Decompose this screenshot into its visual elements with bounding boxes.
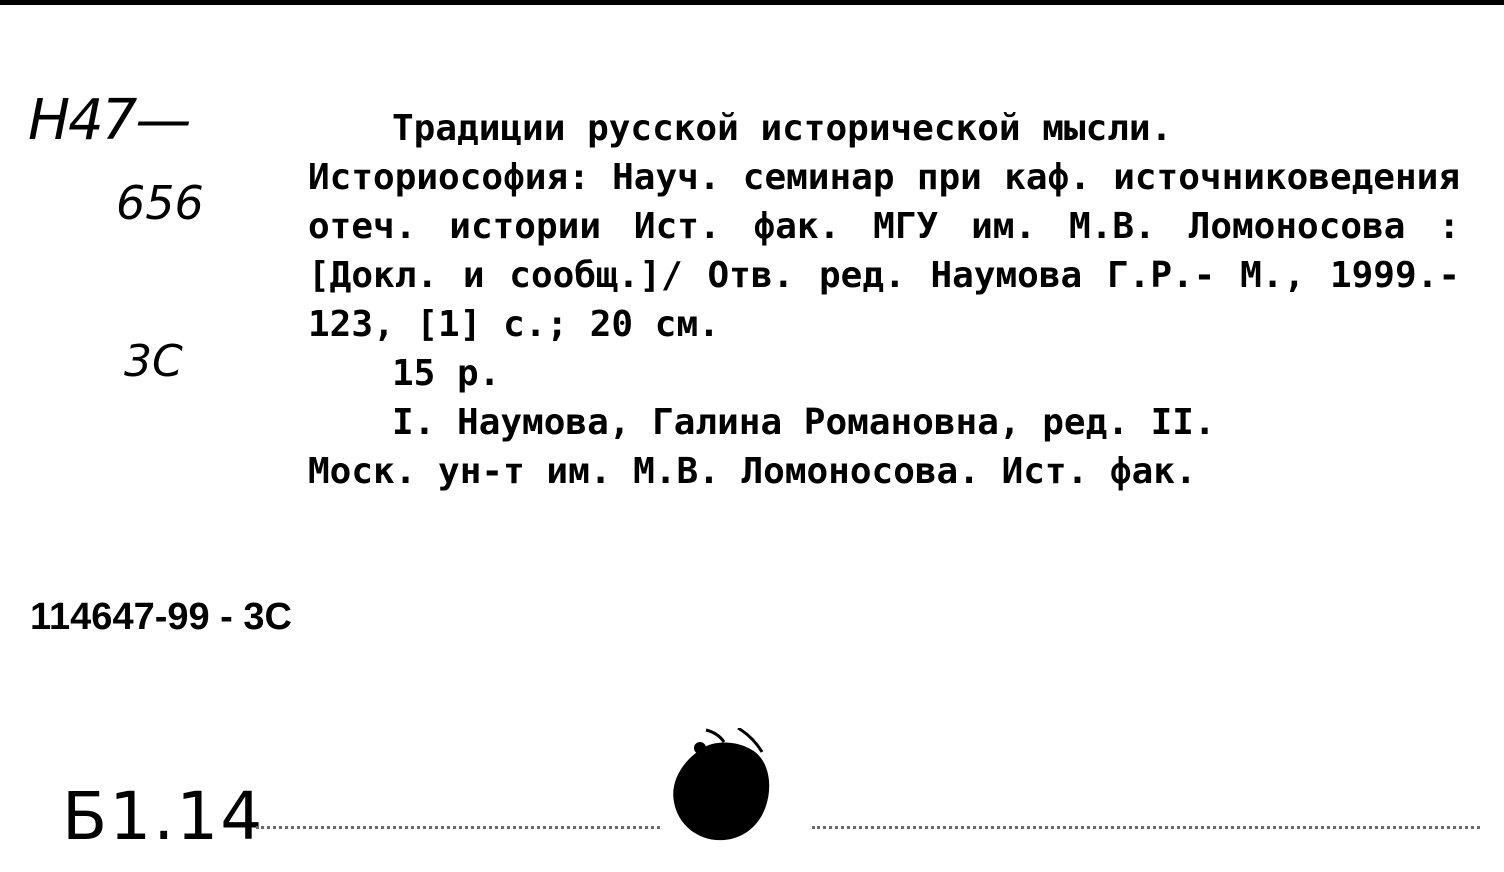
dotted-rule-right <box>812 826 1480 829</box>
punch-hole-blot <box>670 728 774 844</box>
handwritten-shelfmark-bottom: 656 <box>116 176 204 230</box>
card-description: Историософия: Науч. семинар при каф. источниковедения отеч. истории Ист. фак. МГУ им. М.В. Ломоносова : [Докл. и сообщ.]/ Отв. ред. Наумова Г.Р.- М., 1999.- 123, [1] с.; 20 см. <box>308 157 1460 345</box>
card-top-border <box>0 0 1504 5</box>
inventory-number: 114647-99 - 3С <box>30 596 292 638</box>
handwritten-code: 3С <box>124 336 183 387</box>
handwritten-bottom-code: Б1.14 <box>62 778 265 855</box>
handwritten-shelfmark-top: Н47— <box>28 88 190 153</box>
card-tracing-rest: Моск. ун-т им. М.В. Ломоносова. Ист. фак. <box>308 451 1197 492</box>
catalog-card-text <box>308 104 1460 496</box>
dotted-rule-left <box>256 826 660 829</box>
card-title-line: Традиции русской исторической мысли. <box>392 108 1173 149</box>
card-tracing-line: I. Наумова, Галина Романовна, ред. II. <box>392 402 1216 443</box>
card-price: 15 р. <box>392 353 501 394</box>
